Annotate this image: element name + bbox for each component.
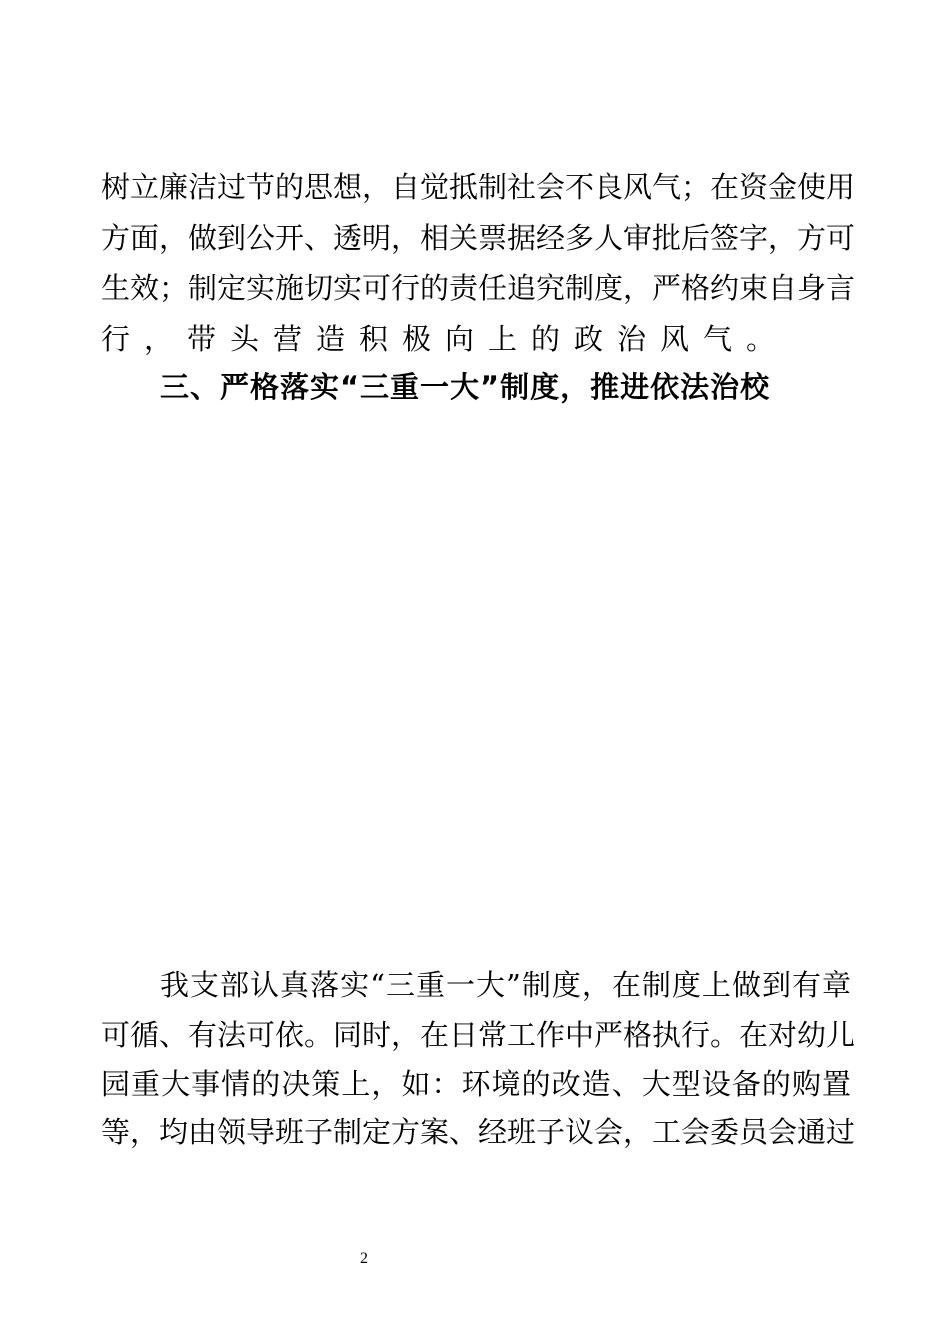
text-line: 我支部认真落实“三重一大”制度，在制度上做到有章 <box>160 968 851 1002</box>
text-line: 可循、有法可依。同时，在日常工作中严格执行。在对幼儿 <box>101 1018 856 1052</box>
text-line: 方面，做到公开、透明，相关票据经多人审批后签字，方可 <box>101 221 856 255</box>
text-line: 行，带头营造积极向上的政治风气。 <box>101 322 790 356</box>
text-line: 园重大事情的决策上，如：环境的改造、大型设备的购置 <box>101 1067 851 1101</box>
text-line: 树立廉洁过节的思想，自觉抵制社会不良风气；在资金使用 <box>101 170 856 204</box>
page-number: 2 <box>360 1250 368 1267</box>
section-heading: 三、严格落实“三重一大”制度，推进依法治校 <box>160 370 771 404</box>
text-line: 生效；制定实施切实可行的责任追究制度，严格约束自身言 <box>101 271 856 305</box>
text-line: 等，均由领导班子制定方案、经班子议会，工会委员会通过 <box>101 1115 856 1149</box>
